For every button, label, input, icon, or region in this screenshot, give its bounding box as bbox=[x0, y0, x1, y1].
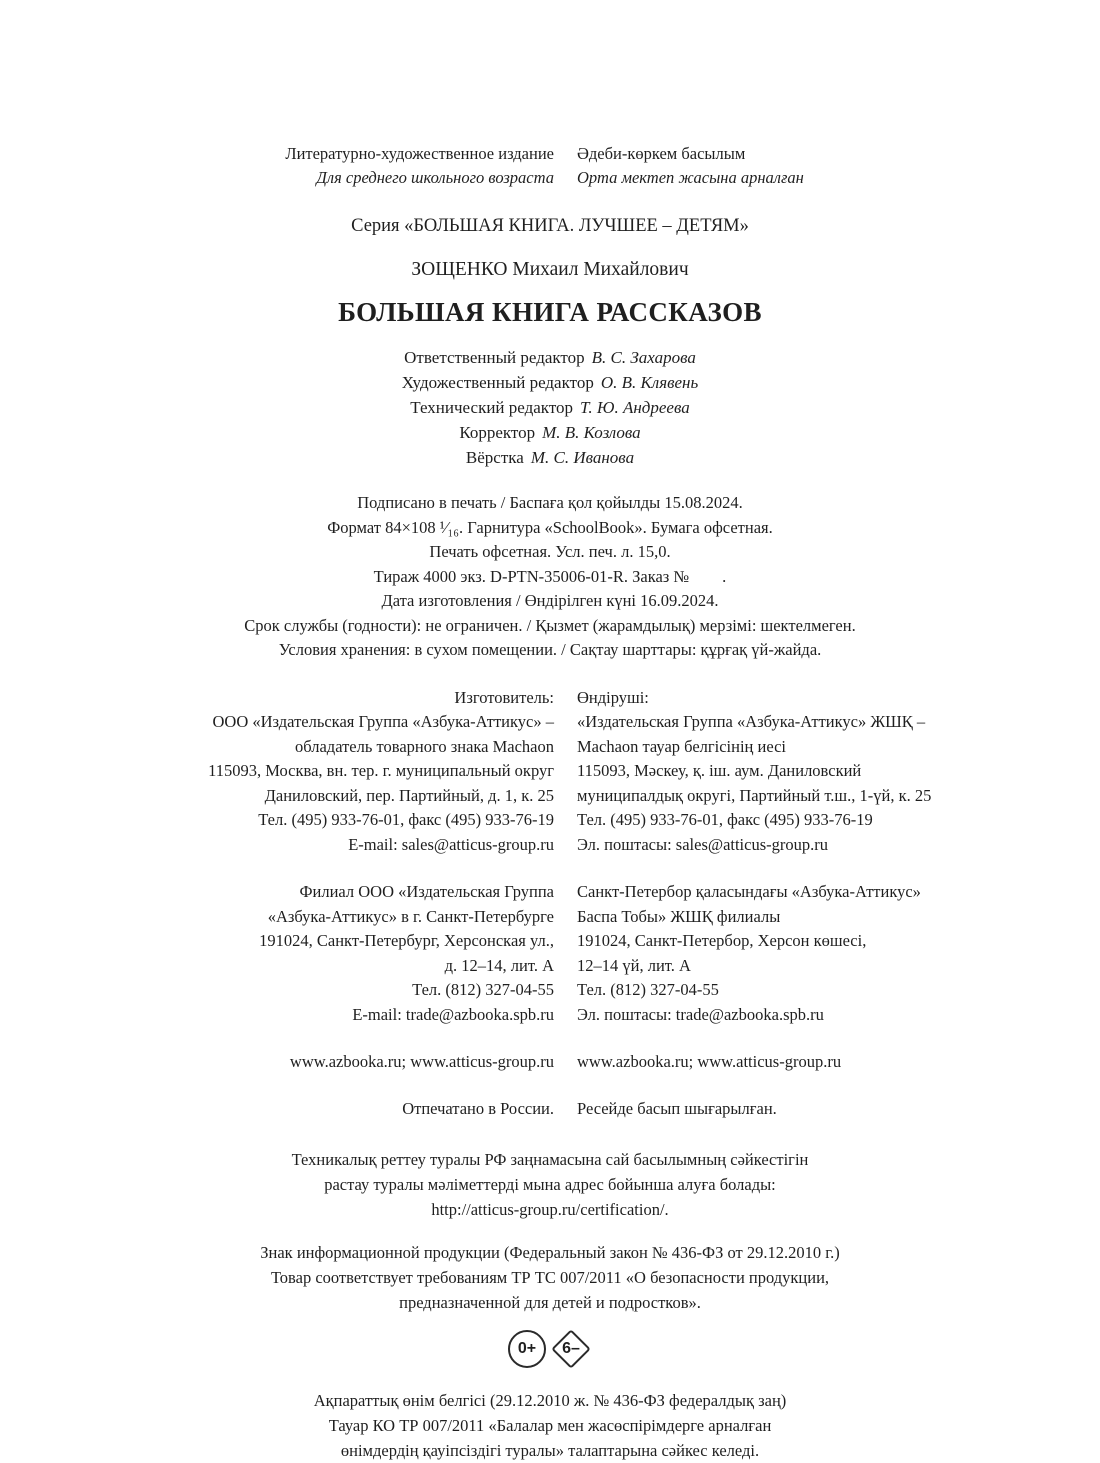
edition-header bbox=[0, 142, 1100, 190]
staff-person: Т. Ю. Андреева bbox=[580, 398, 690, 417]
branch-line: Тел. (812) 327-04-55 bbox=[577, 980, 719, 999]
staff-role: Художественный редактор bbox=[401, 373, 594, 392]
manufacturer-email-kz: Эл. поштасы: sales@atticus-group.ru bbox=[577, 834, 828, 854]
staff-person: О. В. Клявень bbox=[600, 373, 699, 392]
edition-type-kz: Әдеби-көркем басылым bbox=[577, 144, 746, 163]
print-info-line: Подписано в печать / Баспаға қол қойылды 15.08.2024. bbox=[357, 493, 743, 512]
manufacturer-line: 115093, Мәскеу, қ. іш. аум. Даниловский bbox=[577, 761, 862, 780]
manufacturer-line: Өндіруші: bbox=[577, 687, 649, 707]
manufacturer-line: муниципалдық округі, Партийный т.ш., 1-үй, к. 25 bbox=[577, 785, 932, 805]
certification-url: http://atticus-group.ru/certification/. bbox=[431, 1200, 669, 1219]
manufacturer-line: Тел. (495) 933-76-01, факс (495) 933-76-19 bbox=[258, 810, 554, 829]
info-sign-kz-block bbox=[0, 1388, 1100, 1463]
branch-line: 191024, Санкт-Петербор, Херсон көшесі, bbox=[577, 931, 867, 950]
staff-role: Ответственный редактор bbox=[404, 348, 585, 367]
info-sign-ru-line: предназначенной для детей и подростков». bbox=[399, 1293, 701, 1312]
branch-line: Филиал ООО «Издательская Группа bbox=[299, 882, 554, 901]
certification-line: Техникалық реттеу туралы РФ заңнамасына сай басылымның сәйкестігін bbox=[291, 1150, 809, 1169]
series-title: Серия «БОЛЬШАЯ КНИГА. ЛУЧШЕЕ – ДЕТЯМ» bbox=[351, 216, 749, 236]
branch-email-ru: E-mail: trade@azbooka.spb.ru bbox=[352, 1004, 554, 1024]
manufacturer-ru bbox=[0, 686, 565, 858]
staff-line bbox=[0, 395, 1100, 420]
age-marks-row bbox=[0, 1328, 1100, 1370]
branch-line: «Азбука-Аттикус» в г. Санкт-Петербурге bbox=[267, 906, 554, 926]
print-info-line: Тираж 4000 экз. D-PTN-35006-01-R. Заказ № . bbox=[373, 566, 727, 586]
manufacturer-kz bbox=[565, 686, 1100, 858]
staff-line bbox=[0, 345, 1100, 370]
staff-person: М. В. Козлова bbox=[542, 423, 641, 442]
manufacturer-line: Machaon тауар белгісінің иесі bbox=[577, 736, 786, 756]
certification-block bbox=[0, 1147, 1100, 1222]
info-sign-kz-line: өнімдердің қауіпсіздігі туралы» талаптарына сәйкес келеді. bbox=[340, 1441, 760, 1460]
branch-block bbox=[0, 880, 1100, 1027]
branch-ru bbox=[0, 880, 565, 1027]
edition-audience-ru: Для среднего школьного возраста bbox=[316, 168, 554, 187]
manufacturer-line: Изготовитель: bbox=[454, 687, 554, 707]
age-mark-0plus: 0+ bbox=[517, 1340, 537, 1357]
info-sign-kz-line: Ақпараттық өнім белгісі (29.12.2010 ж. № 436-ФЗ федералдық заң) bbox=[313, 1391, 787, 1410]
age-mark-diamond-icon bbox=[550, 1328, 592, 1370]
edition-header-ru bbox=[0, 142, 565, 190]
branch-line: Санкт-Петербор қаласындағы «Азбука-Аттикус» bbox=[577, 882, 921, 901]
staff-person: М. С. Иванова bbox=[530, 448, 635, 467]
manufacturer-line: «Издательская Группа «Азбука-Аттикус» ЖШҚ – bbox=[577, 712, 926, 731]
branch-email-kz: Эл. поштасы: trade@azbooka.spb.ru bbox=[577, 1004, 824, 1024]
staff-line bbox=[0, 445, 1100, 470]
branch-line: 12–14 үй, лит. А bbox=[577, 955, 691, 975]
manufacturer-line: Тел. (495) 933-76-01, факс (495) 933-76-19 bbox=[577, 810, 873, 829]
book-title: БОЛЬШАЯ КНИГА РАССКАЗОВ bbox=[338, 297, 762, 327]
websites-row bbox=[0, 1050, 1100, 1074]
manufacturer-email-ru: E-mail: sales@atticus-group.ru bbox=[348, 834, 554, 854]
print-info-line: Формат 84×108 ¹⁄₁₆. Гарнитура «SchoolBook». Бумага офсетная. bbox=[327, 517, 773, 537]
websites-kz: www.azbooka.ru; www.atticus-group.ru bbox=[577, 1052, 842, 1071]
manufacturer-line: обладатель товарного знака Machaon bbox=[295, 736, 554, 756]
edition-audience-kz: Орта мектеп жасына арналған bbox=[577, 168, 804, 187]
branch-line: д. 12–14, лит. А bbox=[444, 955, 554, 975]
manufacturer-line: Даниловский, пер. Партийный, д. 1, к. 25 bbox=[264, 785, 554, 805]
staff-role: Вёрстка bbox=[465, 448, 524, 467]
branch-line: Тел. (812) 327-04-55 bbox=[412, 980, 554, 999]
info-sign-kz-line: Тауар КО ТР 007/2011 «Балалар мен жасөспірімдерге арналған bbox=[328, 1416, 772, 1435]
staff-role: Технический редактор bbox=[410, 398, 574, 417]
branch-line: 191024, Санкт-Петербург, Херсонская ул., bbox=[259, 931, 554, 950]
manufacturer-block bbox=[0, 686, 1100, 858]
printed-in-ru: Отпечатано в России. bbox=[402, 1099, 554, 1118]
info-sign-ru-line: Знак информационной продукции (Федеральный закон № 436-ФЗ от 29.12.2010 г.) bbox=[260, 1243, 840, 1262]
branch-kz bbox=[565, 880, 1100, 1027]
staff-role: Корректор bbox=[459, 423, 536, 442]
branch-line: Баспа Тобы» ЖШҚ филиалы bbox=[577, 906, 781, 926]
info-sign-ru-line: Товар соответствует требованиям ТР ТС 007/2011 «О безопасности продукции, bbox=[270, 1268, 830, 1287]
print-info-line: Срок службы (годности): не ограничен. / Қызмет (жарамдылық) мерзімі: шектелмеген. bbox=[244, 615, 856, 635]
printed-in-row bbox=[0, 1097, 1100, 1121]
printed-in-kz: Ресейде басып шығарылған. bbox=[577, 1099, 777, 1118]
author-name: ЗОЩЕНКО Михаил Михайлович bbox=[411, 259, 689, 280]
manufacturer-line: 115093, Москва, вн. тер. г. муниципальный округ bbox=[208, 761, 554, 780]
age-mark-6minus: 6– bbox=[562, 1340, 580, 1357]
certification-line: растау туралы мәліметтерді мына адрес бойынша алуға болады: bbox=[324, 1175, 776, 1194]
staff-person: В. С. Захарова bbox=[591, 348, 696, 367]
age-mark-circle-icon bbox=[508, 1330, 546, 1368]
staff-line bbox=[0, 420, 1100, 445]
staff-line bbox=[0, 370, 1100, 395]
print-info-block bbox=[0, 491, 1100, 663]
manufacturer-line: ООО «Издательская Группа «Азбука-Аттикус» – bbox=[212, 712, 554, 731]
edition-type-ru: Литературно-художественное издание bbox=[285, 144, 554, 163]
print-info-line: Печать офсетная. Усл. печ. л. 15,0. bbox=[429, 542, 671, 561]
edition-header-kz bbox=[565, 142, 1100, 190]
staff-block bbox=[0, 345, 1100, 470]
websites-ru: www.azbooka.ru; www.atticus-group.ru bbox=[289, 1052, 554, 1071]
info-sign-ru-block bbox=[0, 1240, 1100, 1315]
print-info-line: Дата изготовления / Өндірілген күні 16.09.2024. bbox=[381, 591, 719, 610]
print-info-line: Условия хранения: в сухом помещении. / Сақтау шарттары: құрғақ үй-жайда. bbox=[278, 640, 822, 659]
